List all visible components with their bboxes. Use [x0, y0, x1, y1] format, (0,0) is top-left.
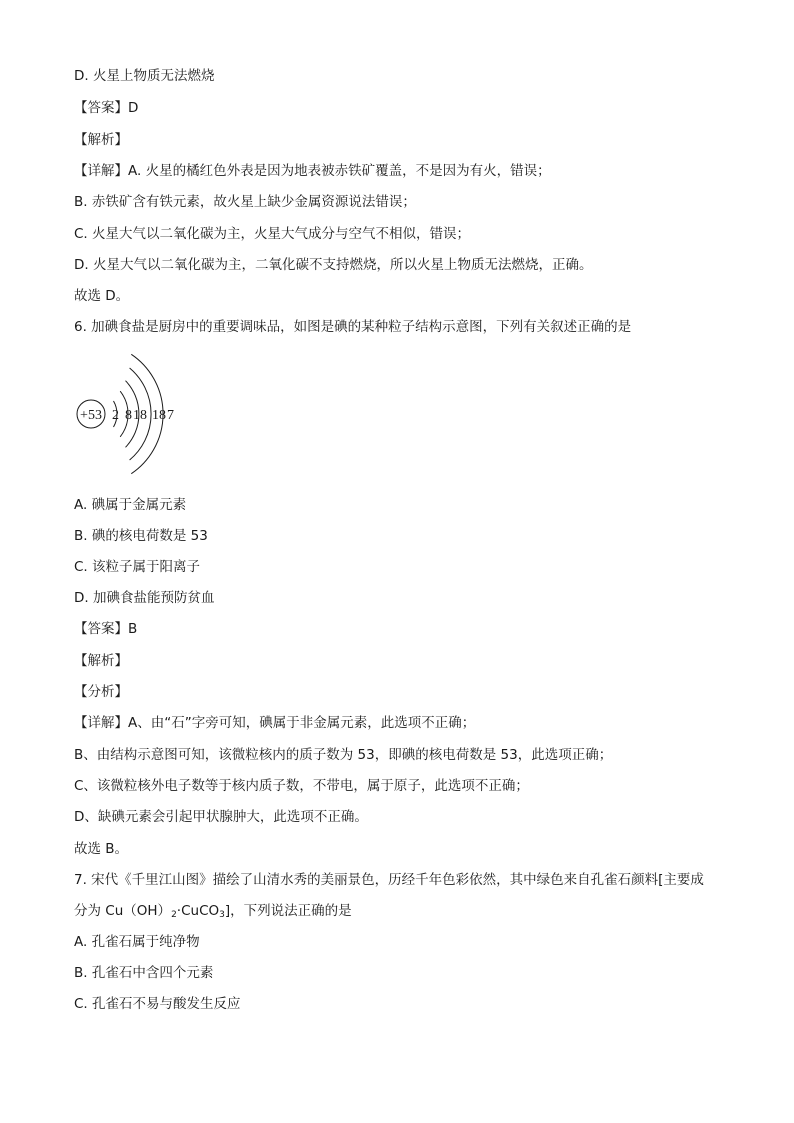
q6-option-d: D. 加碘食盐能预防贫血 [74, 590, 215, 606]
q7-stem-formula-pre: 分为 Cu（OH） [74, 903, 172, 919]
electron-shell-counts [112, 408, 174, 423]
q6-option-b: B. 碘的核电荷数是 53 [74, 528, 208, 544]
q6-option-a: A. 碘属于金属元素 [74, 497, 187, 513]
q7-formula-sub-3: 3 [219, 910, 225, 920]
q7-stem-formula-post: ]，下列说法正确的是 [224, 903, 352, 919]
q6-analysis-heading: 【解析】 [74, 653, 128, 669]
q7-option-a: A. 孔雀石属于纯净物 [74, 934, 200, 950]
q5-option-d: D. 火星上物质无法燃烧 [74, 68, 215, 84]
q5-detail-a: 【详解】A. 火星的橘红色外表是因为地表被赤铁矿覆盖，不是因为有火，错误； [74, 163, 551, 179]
q7-option-b: B. 孔雀石中含四个元素 [74, 965, 214, 981]
q5-conclusion: 故选 D。 [74, 288, 130, 304]
q7-option-c: C. 孔雀石不易与酸发生反应 [74, 996, 241, 1012]
q6-conclusion: 故选 B。 [74, 841, 129, 857]
q7-stem-line2 [74, 902, 352, 924]
q6-detail-d: D、缺碘元素会引起甲状腺肿大，此选项不正确。 [74, 809, 368, 825]
electron-shell-count: 2 [112, 408, 119, 423]
q6-answer: 【答案】B [74, 621, 138, 637]
q6-detail-c: C、该微粒核外电子数等于核内质子数，不带电，属于原子，此选项不正确； [74, 778, 529, 794]
q5-answer: 【答案】D [74, 100, 139, 116]
q7-formula-sub-2: 2 [171, 910, 177, 920]
electron-shell-count: 18 [133, 408, 147, 423]
nucleus-charge-label: +53 [80, 408, 102, 423]
q5-detail-b: B. 赤铁矿含有铁元素，故火星上缺少金属资源说法错误； [74, 194, 416, 210]
q6-detail-a: 【详解】A、由“石”字旁可知，碘属于非金属元素，此选项不正确； [74, 715, 476, 731]
q7-stem-line1: 7. 宋代《千里江山图》描绘了山清水秀的美丽景色，历经千年色彩依然，其中绿色来自孔雀石颜料[主要成 [74, 872, 704, 888]
electron-shell-count: 18 [152, 408, 166, 423]
q5-detail-c: C. 火星大气以二氧化碳为主，火星大气成分与空气不相似，错误； [74, 226, 471, 242]
iodine-atom-structure-diagram [74, 350, 194, 475]
q7-stem-formula-mid: ·CuCO [176, 903, 220, 919]
electron-shell-count: 7 [167, 408, 174, 423]
q5-analysis-heading: 【解析】 [74, 132, 128, 148]
q6-fenxi-heading: 【分析】 [74, 684, 128, 700]
electron-shell-count: 8 [125, 408, 132, 423]
q6-detail-b: B、由结构示意图可知，该微粒核内的质子数为 53，即碘的核电荷数是 53，此选项正确； [74, 747, 613, 763]
q6-stem: 6. 加碘食盐是厨房中的重要调味品，如图是碘的某种粒子结构示意图，下列有关叙述正确的是 [74, 319, 632, 335]
q6-option-c: C. 该粒子属于阳离子 [74, 559, 201, 575]
atom-diagram-svg [74, 350, 194, 475]
q5-detail-d: D. 火星大气以二氧化碳为主，二氧化碳不支持燃烧，所以火星上物质无法燃烧，正确。 [74, 257, 593, 273]
